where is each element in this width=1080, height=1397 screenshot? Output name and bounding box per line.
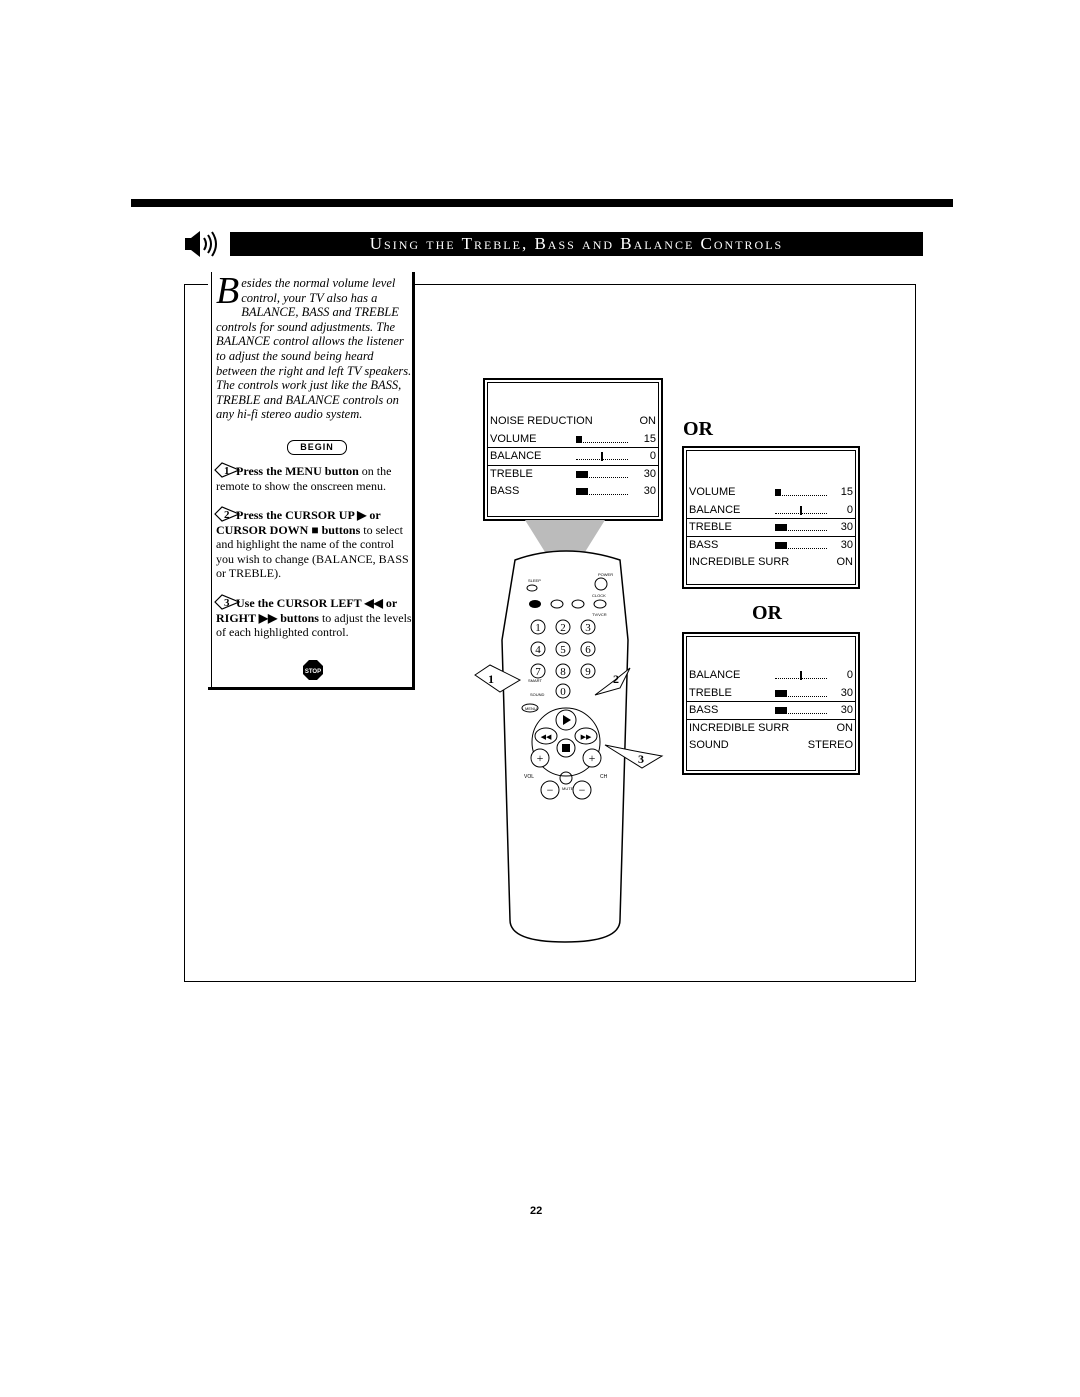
menu-row-label: BALANCE xyxy=(689,503,741,516)
level-bar xyxy=(775,707,827,714)
step-2-number: 2 xyxy=(224,509,230,521)
level-bar xyxy=(576,453,628,460)
menu-row[interactable] xyxy=(687,484,855,501)
digit-9: 9 xyxy=(585,666,591,678)
or-label-1: OR xyxy=(683,418,713,440)
level-fill xyxy=(576,488,588,495)
level-fill xyxy=(800,506,802,515)
menu-row[interactable] xyxy=(687,502,855,519)
step-2-text: to select and highlight the name of the control you wish to change (BALANCE, BASS or TREBLE). xyxy=(216,522,409,580)
level-fill xyxy=(775,542,787,549)
clock-label: CLOCK xyxy=(592,593,606,598)
digit-7: 7 xyxy=(535,666,541,678)
menu-row-label: BALANCE xyxy=(490,450,542,462)
dropcap: B xyxy=(216,270,240,312)
step-1-bold: Press the MENU button xyxy=(236,464,359,478)
remote-control xyxy=(470,520,670,950)
menu-row-label: BALANCE xyxy=(689,669,741,681)
level-bar xyxy=(576,488,628,495)
menu-label: MENU xyxy=(525,706,537,711)
screen-beam xyxy=(525,520,605,552)
menu-screen-2 xyxy=(682,446,860,589)
step-3-number: 3 xyxy=(224,597,230,609)
level-fill xyxy=(576,436,582,443)
menu-row-value: 30 xyxy=(840,538,853,551)
level-bar xyxy=(576,436,628,443)
menu-row-label: TREBLE xyxy=(689,521,732,533)
svg-text:◀◀: ◀◀ xyxy=(540,733,552,741)
menu-row[interactable] xyxy=(687,537,855,554)
menu-row-value: 15 xyxy=(643,432,656,445)
menu-row[interactable] xyxy=(687,685,855,702)
menu-row-value: STEREO xyxy=(807,739,853,751)
remote-step-1-number: 1 xyxy=(488,672,494,686)
menu-row-label: VOLUME xyxy=(689,486,736,498)
level-bar xyxy=(775,507,827,514)
step-1-text: on the remote to show the onscreen menu. xyxy=(216,464,392,493)
menu-row-label: INCREDIBLE SURR xyxy=(689,556,790,568)
step-2-bold: Press the CURSOR UP ▶ or CURSOR DOWN ■ buttons xyxy=(216,508,381,537)
menu-row-value: ON xyxy=(836,721,853,734)
digit-4: 4 xyxy=(535,644,541,656)
sound-label: SOUND xyxy=(530,692,545,697)
smart-label: SMART xyxy=(528,678,542,683)
remote-step-3-number: 3 xyxy=(638,752,644,766)
menu-row-label: TREBLE xyxy=(490,467,533,480)
menu-row[interactable] xyxy=(488,448,658,465)
menu-row-value: 0 xyxy=(846,503,853,516)
menu-1 xyxy=(487,382,659,517)
menu-row-label: TREBLE xyxy=(689,686,732,699)
intro-paragraph xyxy=(216,270,414,422)
digit-6: 6 xyxy=(585,644,591,656)
top-rule xyxy=(131,199,953,207)
svg-text:▶▶: ▶▶ xyxy=(580,733,592,741)
level-fill xyxy=(775,707,787,714)
or-label-2: OR xyxy=(752,602,782,624)
level-fill xyxy=(775,690,787,697)
menu-screen-3 xyxy=(682,632,860,775)
speaker-icon xyxy=(183,229,223,259)
intro-text: esides the normal volume level control, your TV also has a BALANCE, BASS and TREBLE controls for sound adjustments. The BALANCE control allows the listener to adjust the sound being heard between the right and left TV speakers. The controls work just like the BASS, TREBLE and BALANCE controls on any hi-fi stereo audio system. xyxy=(216,276,412,422)
menu-row-value: 30 xyxy=(840,704,853,716)
menu-row-value: ON xyxy=(836,556,853,568)
digit-1: 1 xyxy=(535,622,541,634)
svg-text:−: − xyxy=(578,783,586,797)
step-2 xyxy=(216,508,414,581)
level-fill xyxy=(601,452,603,461)
menu-row[interactable] xyxy=(488,466,658,483)
menu-row[interactable] xyxy=(488,483,658,500)
menu-row-label: BASS xyxy=(689,704,719,716)
remote-step-2-number: 2 xyxy=(613,672,619,686)
menu-row-value: 30 xyxy=(643,485,656,497)
step-1-number: 1 xyxy=(224,465,230,477)
level-fill xyxy=(800,671,802,680)
svg-text:+: + xyxy=(588,751,596,765)
menu-row-label: SOUND xyxy=(689,739,729,751)
digit-8: 8 xyxy=(560,666,566,678)
menu-row-value: 15 xyxy=(840,486,853,498)
level-bar xyxy=(775,524,827,531)
svg-text:−: − xyxy=(546,783,554,797)
stop-label: STOP xyxy=(304,669,322,675)
menu-row-value: 0 xyxy=(649,450,656,462)
step-3-text: to adjust the levels of each highlighted control. xyxy=(216,610,412,639)
level-bar xyxy=(775,489,827,496)
ch-label: CH xyxy=(600,774,608,780)
menu-row-label: NOISE REDUCTION xyxy=(490,415,593,427)
level-bar xyxy=(775,672,827,679)
step-3 xyxy=(216,596,414,640)
menu-row-value: 30 xyxy=(840,521,853,533)
digit-0: 0 xyxy=(560,686,566,698)
mute-label: MUTE xyxy=(562,786,574,791)
menu-row[interactable] xyxy=(687,737,855,754)
menu-row-label: BASS xyxy=(689,538,719,551)
menu-row-value: 0 xyxy=(846,669,853,681)
menu-screen-1 xyxy=(483,378,663,521)
level-fill xyxy=(576,471,588,478)
power-label: POWER xyxy=(598,572,614,577)
level-fill xyxy=(775,489,781,496)
menu-2 xyxy=(686,450,856,585)
stop-icon xyxy=(303,660,323,680)
level-bar xyxy=(576,471,628,478)
menu-row-value: 30 xyxy=(643,467,656,480)
digit-5: 5 xyxy=(560,644,566,656)
menu-row[interactable] xyxy=(687,720,855,737)
page-number: 22 xyxy=(530,1205,543,1217)
step-1 xyxy=(216,464,414,493)
av-button xyxy=(529,600,541,608)
menu-row-label: BASS xyxy=(490,485,520,497)
panel-rule xyxy=(211,272,212,690)
digit-3: 3 xyxy=(585,622,591,634)
menu-row[interactable] xyxy=(687,667,855,684)
level-fill xyxy=(775,524,787,531)
step-3-bold: Use the CURSOR LEFT ◀◀ or RIGHT ▶▶ buttons xyxy=(216,596,398,625)
menu-row[interactable] xyxy=(687,519,855,536)
level-bar xyxy=(775,542,827,549)
sleep-label: SLEEP xyxy=(528,578,541,583)
page-title: Using the Treble, Bass and Balance Controls xyxy=(230,232,923,256)
menu-row[interactable] xyxy=(687,554,855,571)
menu-row-value: 30 xyxy=(840,686,853,699)
digit-2: 2 xyxy=(560,622,566,634)
menu-row[interactable] xyxy=(488,431,658,448)
menu-row-value: ON xyxy=(639,415,656,427)
svg-text:+: + xyxy=(536,751,544,765)
menu-3 xyxy=(686,636,856,771)
level-bar xyxy=(775,690,827,697)
vol-label: VOL xyxy=(524,774,535,780)
tvvcr-label: TV/VCR xyxy=(592,612,607,617)
begin-badge: BEGIN xyxy=(287,440,347,455)
menu-row-label: INCREDIBLE SURR xyxy=(689,721,790,734)
menu-row[interactable] xyxy=(488,413,658,430)
menu-row[interactable] xyxy=(687,702,855,719)
menu-row-label: VOLUME xyxy=(490,432,537,445)
